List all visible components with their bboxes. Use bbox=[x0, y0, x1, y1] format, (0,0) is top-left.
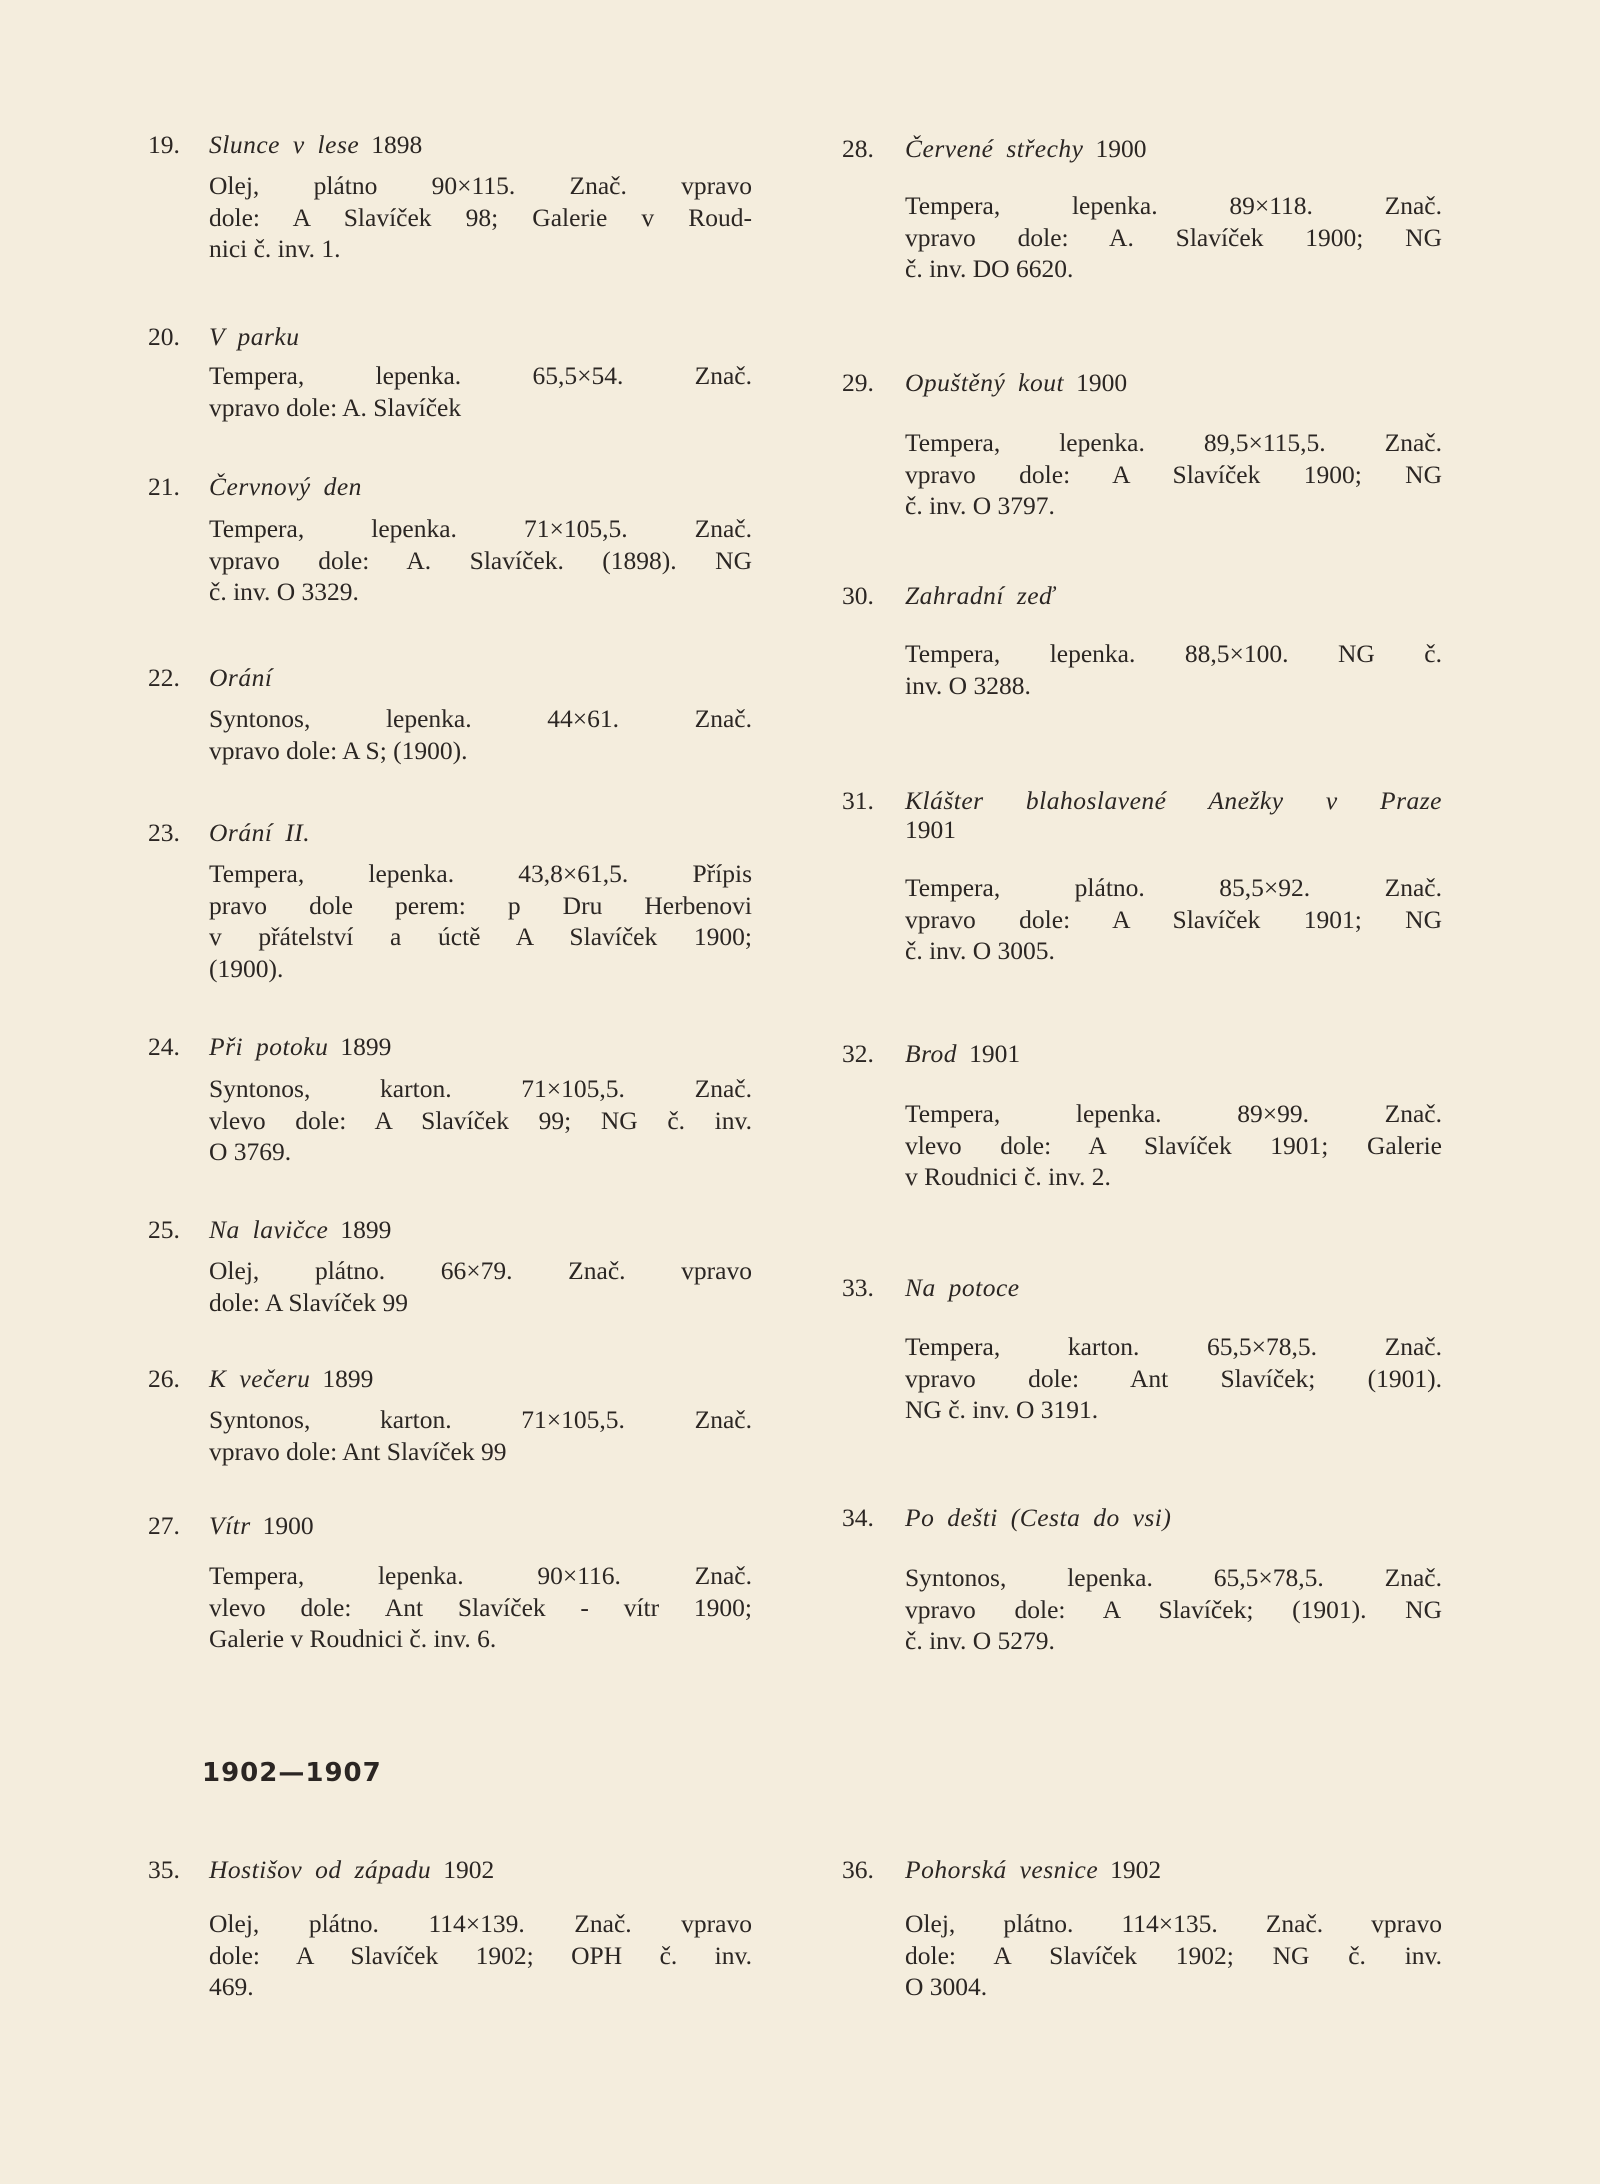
entry-heading bbox=[209, 1855, 494, 1885]
description-line: (1900). bbox=[209, 953, 284, 983]
description-line: č. inv. O 3005. bbox=[905, 936, 1055, 965]
entry-number: 28. bbox=[842, 134, 874, 163]
description-line: Olej, plátno. 66×79. Znač. vpravo bbox=[209, 1256, 752, 1285]
description-line: č. inv. O 5279. bbox=[905, 1626, 1055, 1655]
description-line: Tempera, lepenka. 89,5×115,5. Znač. bbox=[905, 428, 1442, 457]
description-line: Galerie v Roudnici č. inv. 6. bbox=[209, 1624, 497, 1653]
entry-description bbox=[905, 427, 1442, 522]
entry-year: 1899 bbox=[340, 1032, 392, 1061]
description-line: vpravo dole: A. Slavíček. (1898). NG bbox=[209, 545, 752, 575]
entry-heading bbox=[209, 1032, 391, 1062]
entry-year: 1901 bbox=[969, 1039, 1021, 1068]
entry-title: K večeru bbox=[209, 1364, 311, 1393]
entry-description bbox=[905, 1562, 1442, 1657]
entry-number: 19. bbox=[148, 130, 180, 159]
entry-heading bbox=[905, 368, 1127, 398]
description-line: Olej, plátno. 114×135. Znač. vpravo bbox=[905, 1909, 1442, 1938]
description-line: nici č. inv. 1. bbox=[209, 234, 341, 263]
description-line: Syntonos, karton. 71×105,5. Znač. bbox=[209, 1074, 752, 1103]
description-line: NG č. inv. O 3191. bbox=[905, 1395, 1099, 1424]
entry-heading bbox=[209, 472, 362, 502]
description-line: v Roudnici č. inv. 2. bbox=[905, 1162, 1111, 1191]
description-line: vpravo dole: A. Slavíček bbox=[209, 392, 462, 422]
entry-heading bbox=[905, 134, 1146, 164]
entry-description bbox=[209, 360, 752, 423]
description-line: 469. bbox=[209, 1972, 254, 2001]
entry-number: 36. bbox=[842, 1855, 874, 1884]
entry-number: 22. bbox=[148, 663, 180, 692]
entry-number: 21. bbox=[148, 472, 180, 501]
description-line: dole: A Slavíček 1902; NG č. inv. bbox=[905, 1940, 1442, 1970]
entry-title: V parku bbox=[209, 322, 300, 351]
description-line: vpravo dole: Ant Slavíček; (1901). bbox=[905, 1363, 1442, 1393]
entry-description bbox=[209, 1255, 752, 1318]
entry-heading bbox=[209, 1215, 391, 1245]
description-line: dole: A Slavíček 98; Galerie v Roud- bbox=[209, 202, 752, 232]
description-line: vpravo dole: A. Slavíček 1900; NG bbox=[905, 222, 1442, 252]
entry-heading bbox=[209, 663, 272, 693]
description-line: Olej, plátno. 114×139. Znač. vpravo bbox=[209, 1909, 752, 1938]
entry-description bbox=[209, 858, 752, 984]
entry-number: 24. bbox=[148, 1032, 180, 1061]
entry-number: 35. bbox=[148, 1855, 180, 1884]
description-line: Tempera, lepenka. 89×99. Znač. bbox=[905, 1099, 1442, 1128]
entry-title: Na potoce bbox=[905, 1273, 1020, 1302]
entry-heading bbox=[209, 130, 422, 160]
entry-description bbox=[209, 513, 752, 608]
description-line: Syntonos, lepenka. 44×61. Znač. bbox=[209, 704, 752, 733]
entry-title: Červnový den bbox=[209, 472, 362, 501]
description-line: vpravo dole: A S; (1900). bbox=[209, 735, 468, 765]
description-line: vlevo dole: A Slavíček 1901; Galerie bbox=[905, 1130, 1442, 1160]
description-line: Syntonos, lepenka. 65,5×78,5. Znač. bbox=[905, 1563, 1442, 1592]
description-line: vlevo dole: Ant Slavíček - vítr 1900; bbox=[209, 1592, 752, 1622]
entry-description bbox=[905, 190, 1442, 285]
entry-title: Pohorská vesnice bbox=[905, 1855, 1099, 1884]
entry-number: 20. bbox=[148, 322, 180, 351]
entry-year: 1900 bbox=[1095, 134, 1147, 163]
description-line: v přátelství a úctě A Slavíček 1900; bbox=[209, 922, 752, 951]
description-line: Tempera, plátno. 85,5×92. Znač. bbox=[905, 873, 1442, 902]
description-line: Tempera, lepenka. 90×116. Znač. bbox=[209, 1561, 752, 1590]
entry-heading bbox=[209, 1364, 373, 1394]
entry-title: Orání bbox=[209, 663, 273, 692]
description-line: Olej, plátno 90×115. Znač. vpravo bbox=[209, 171, 752, 200]
entry-number: 31. bbox=[842, 786, 874, 815]
entry-number: 29. bbox=[842, 368, 874, 397]
entry-title: Klášter blahoslavené Anežky v Praze bbox=[905, 786, 1442, 815]
description-line: č. inv. O 3329. bbox=[209, 577, 359, 606]
entry-title: Slunce v lese bbox=[209, 130, 360, 159]
description-line: Tempera, lepenka. 89×118. Znač. bbox=[905, 191, 1442, 220]
entry-description bbox=[905, 1908, 1442, 2003]
entry-number: 27. bbox=[148, 1511, 180, 1540]
description-line: inv. O 3288. bbox=[905, 670, 1031, 700]
description-line: Tempera, lepenka. 65,5×54. Znač. bbox=[209, 361, 752, 390]
entry-number: 25. bbox=[148, 1215, 180, 1244]
entry-year: 1899 bbox=[322, 1364, 374, 1393]
entry-description bbox=[905, 638, 1442, 701]
description-line: vlevo dole: A Slavíček 99; NG č. inv. bbox=[209, 1105, 752, 1135]
entry-year: 1900 bbox=[262, 1511, 314, 1540]
entry-heading bbox=[905, 1039, 1020, 1069]
entry-heading bbox=[209, 818, 310, 848]
entry-year: 1899 bbox=[340, 1215, 392, 1244]
entry-title: Opuštěný kout bbox=[905, 368, 1065, 397]
entry-title: Na lavičce bbox=[209, 1215, 329, 1244]
entry-year: 1902 bbox=[443, 1855, 495, 1884]
entry-number: 23. bbox=[148, 818, 180, 847]
description-line: Tempera, lepenka. 88,5×100. NG č. bbox=[905, 639, 1442, 668]
description-line: vpravo dole: A Slavíček; (1901). NG bbox=[905, 1594, 1442, 1624]
entry-number: 34. bbox=[842, 1503, 874, 1532]
description-line: dole: A Slavíček 1902; OPH č. inv. bbox=[209, 1940, 752, 1970]
entry-title: Vítr bbox=[209, 1511, 251, 1540]
description-line: č. inv. O 3797. bbox=[905, 491, 1055, 520]
entry-number: 32. bbox=[842, 1039, 874, 1068]
entry-title: Při potoku bbox=[209, 1032, 329, 1061]
description-line: č. inv. DO 6620. bbox=[905, 254, 1074, 283]
entry-heading bbox=[905, 1503, 1171, 1533]
description-line: O 3004. bbox=[905, 1972, 988, 2001]
description-line: dole: A Slavíček 99 bbox=[209, 1287, 409, 1317]
entry-heading bbox=[905, 1855, 1161, 1885]
description-line: Syntonos, karton. 71×105,5. Znač. bbox=[209, 1405, 752, 1434]
section-heading: 1902—1907 bbox=[202, 1758, 382, 1788]
entry-description bbox=[209, 1073, 752, 1168]
entry-title: Brod bbox=[905, 1039, 958, 1068]
entry-description bbox=[209, 703, 752, 766]
description-line: vpravo dole: A Slavíček 1900; NG bbox=[905, 459, 1442, 489]
entry-year: 1901 bbox=[905, 815, 956, 844]
description-line: Tempera, lepenka. 43,8×61,5. Přípis bbox=[209, 859, 752, 888]
entry-title: Po dešti (Cesta do vsi) bbox=[905, 1503, 1172, 1532]
entry-title: Červené střechy bbox=[905, 134, 1084, 163]
description-line: pravo dole perem: p Dru Herbenovi bbox=[209, 890, 752, 920]
entry-description bbox=[209, 1908, 752, 2003]
entry-description bbox=[209, 170, 752, 265]
entry-heading bbox=[209, 322, 299, 352]
entry-year: 1900 bbox=[1076, 368, 1128, 397]
entry-number: 30. bbox=[842, 581, 874, 610]
entry-number: 33. bbox=[842, 1273, 874, 1302]
entry-number: 26. bbox=[148, 1364, 180, 1393]
description-line: O 3769. bbox=[209, 1137, 292, 1166]
entry-description bbox=[905, 872, 1442, 967]
entry-year: 1898 bbox=[371, 130, 423, 159]
entry-heading bbox=[905, 1273, 1020, 1303]
entry-description bbox=[209, 1560, 752, 1655]
entry-year: 1902 bbox=[1110, 1855, 1162, 1884]
entry-description bbox=[209, 1404, 752, 1467]
entry-heading bbox=[905, 581, 1055, 611]
description-line: Tempera, karton. 65,5×78,5. Znač. bbox=[905, 1332, 1442, 1361]
entry-title: Orání II. bbox=[209, 818, 311, 847]
entry-description bbox=[905, 1331, 1442, 1426]
entry-heading bbox=[209, 1511, 314, 1541]
description-line: vpravo dole: A Slavíček 1901; NG bbox=[905, 904, 1442, 934]
entry-title: Hostišov od západu bbox=[209, 1855, 432, 1884]
description-line: vpravo dole: Ant Slavíček 99 bbox=[209, 1436, 507, 1466]
description-line: Tempera, lepenka. 71×105,5. Znač. bbox=[209, 514, 752, 543]
entry-title: Zahradní zeď bbox=[905, 581, 1056, 610]
entry-description bbox=[905, 1098, 1442, 1193]
